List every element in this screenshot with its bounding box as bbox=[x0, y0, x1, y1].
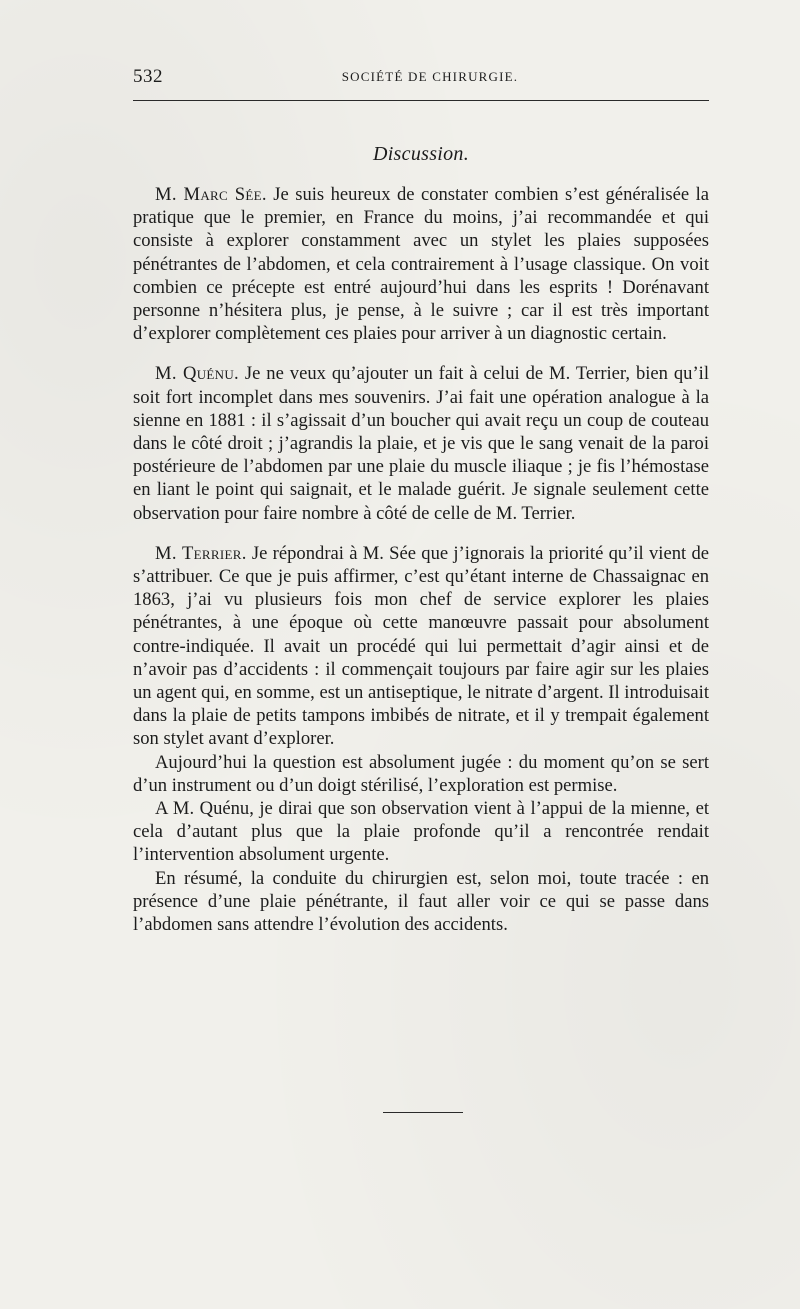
paragraph-text: Je répondrai à M. Sée que j’ignorais la priorité qu’il vient de s’attribuer. Ce que je puis affirmer, c’est qu’étant interne de Chassaignac en 1863, j’ai vu plusieurs fois mon chef de service explorer les plaies pénétrantes, à une époque où cette manœuvre passait pour absolument contre-indiquée. Il avait un procédé qui lui permettait d’agir ainsi et de n’avoir pas d’accidents : il commençait toujours par faire agir sur les plaies un agent qui, en somme, est un antiseptique, le nitrate d’argent. Il introduisait dans la plaie de petits tampons imbibés de nitrate, et il y trempait également son stylet avant d’explorer. bbox=[133, 542, 709, 750]
paragraph-text: Je suis heureux de constater combien s’est généralisée la pratique que le premier, en France du moins, j’ai recommandée et qui consiste à explorer constamment avec un stylet les plaies supposées pénétrantes de l’abdomen, et cela contrairement à l’usage classique. On voit combien ce précepte est entré aujourd’hui dans les esprits ! Dorénavant personne n’hésitera plus, je pense, à le suivre ; car il est très important d’explorer complètement ces plaies pour arriver à un diagnostic certain. bbox=[133, 184, 710, 345]
header-rule bbox=[133, 100, 709, 101]
paragraph-text: En résumé, la conduite du chirurgien est, selon moi, toute tracée : en présence d’une plaie pénétrante, il faut aller voir ce qui se passe dans l’abdomen sans attendre l’évolution des accidents. bbox=[133, 867, 709, 936]
paragraph-quenu bbox=[133, 362, 709, 524]
speaker-name: M. Terrier. bbox=[155, 542, 247, 564]
page-header bbox=[133, 66, 709, 90]
paragraph-continuation bbox=[133, 751, 709, 797]
paragraph-continuation bbox=[133, 797, 709, 867]
paragraph-conclusion bbox=[133, 867, 709, 937]
paragraph-text: Aujourd’hui la question est absolument jugée : du moment qu’on se sert d’un instrument ou d’un doigt stérilisé, l’exploration est permise. bbox=[133, 751, 709, 796]
speaker-name: M. Marc Sée. bbox=[155, 184, 267, 205]
section-title: Discussion. bbox=[372, 143, 470, 165]
running-head: SOCIÉTÉ DE CHIRURGIE. bbox=[341, 69, 519, 84]
page-number: 532 bbox=[133, 66, 163, 87]
paragraph-text: A M. Quénu, je dirai que son observation vient à l’appui de la mienne, et cela d’autant plus que la plaie profonde qu’il a rencontrée rendait l’intervention absolument urgente. bbox=[133, 798, 709, 866]
paragraph-marc-see bbox=[133, 183, 709, 345]
paragraph-text: Je ne veux qu’ajouter un fait à celui de M. Terrier, bien qu’il soit fort incomplet dans mes souvenirs. J’ai fait une opération analogue à la sienne en 1881 : il s’agissait d’un boucher qui avait reçu un coup de couteau dans le côté droit ; j’agrandis la plaie, et je vis que le sang venait de la paroi postérieure de l’abdomen par une plaie du muscle iliaque ; je fis l’hémostase en liant le point qui saignait, et le malade guérit. Je signale seulement cette observation pour faire nombre à côté de celle de M. Terrier. bbox=[133, 363, 709, 524]
paragraph-terrier bbox=[133, 542, 709, 751]
closing-rule bbox=[383, 1112, 463, 1113]
speaker-name: M. Quénu. bbox=[155, 363, 239, 385]
body-text bbox=[133, 183, 709, 936]
